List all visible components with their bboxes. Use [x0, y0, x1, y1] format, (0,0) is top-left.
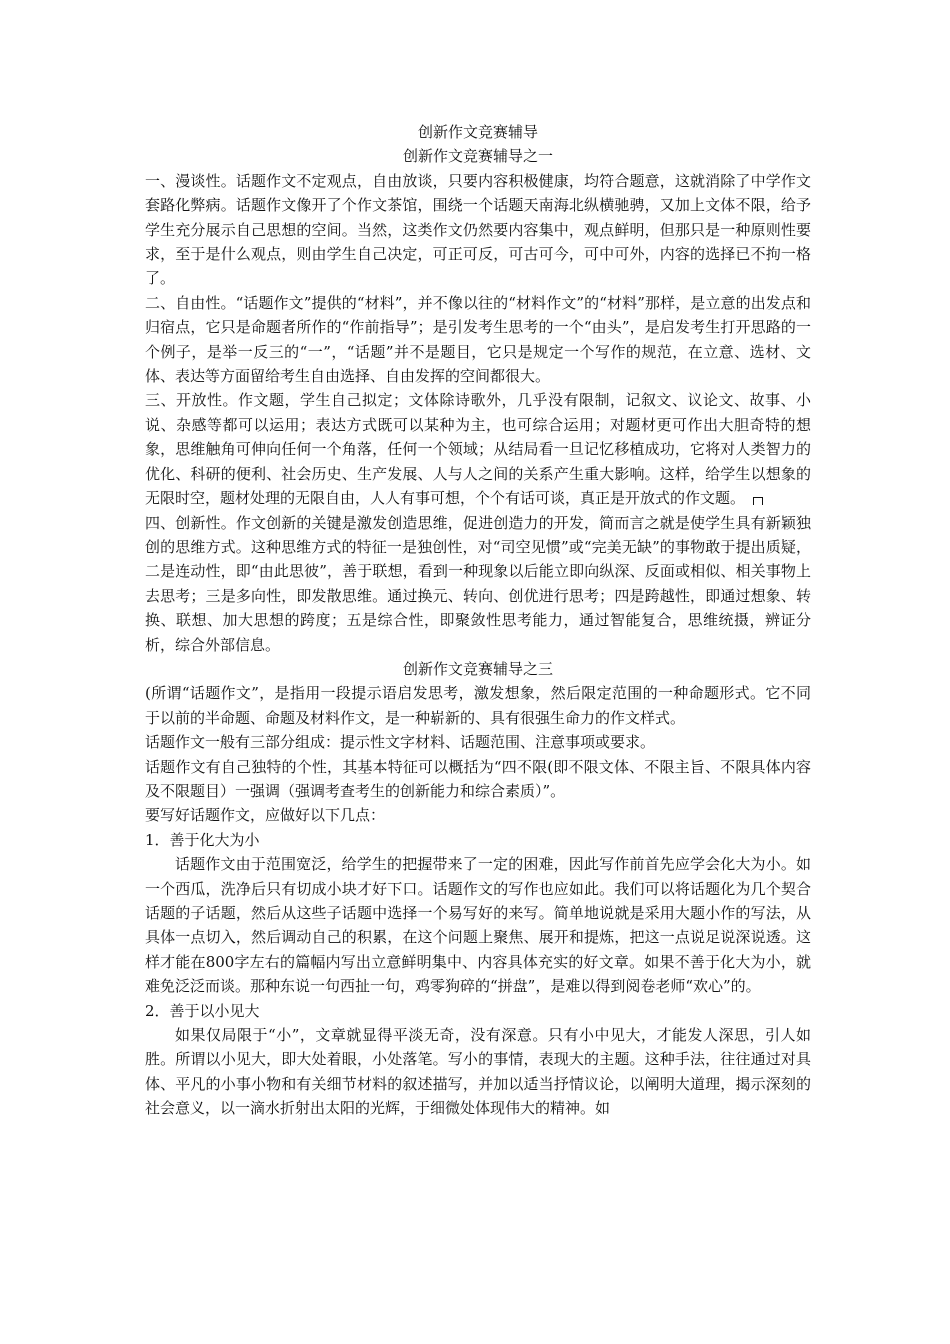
section-three-title: 创新作文竞赛辅导之三 [402, 659, 553, 678]
section-one-title: 创新作文竞赛辅导之一 [402, 147, 553, 166]
section-one-paragraph-3 [145, 388, 811, 510]
section-three-paragraph-3: 话题作文有自己独特的个性，其基本特征可以概括为“四不限(即不限文体、不限主旨、不限具体内容及不限题目）一强调（强调考查考生的创新能力和综合素质）”。 [145, 757, 811, 800]
bracket-mark-icon [753, 497, 763, 505]
section-one-paragraph-4: 四、创新性。作文创新的关键是激发创造思维，促进创造力的开发，简而言之就是使学生具有新颖独创的思维方式。这种思维方式的特征一是独创性，对“司空见惯”或“完美无缺”的事物敢于提出质疑，二是连动性，即“由此思彼”，善于联想，看到一种现象以后能立即向纵深、反面或相似、相关事物上去思考；三是多向性，即发散思维。通过换元、转向、创优进行思考；四是跨越性，即通过想象、转换、联想、加大思想的跨度；五是综合性，即聚敛性思考能力，通过智能复合，思维统摄，辨证分析，综合外部信息。 [145, 513, 811, 654]
document-page [145, 120, 811, 1121]
section-three-paragraph-5: 话题作文由于范围宽泛，给学生的把握带来了一定的困难，因此写作前首先应学会化大为小。如一个西瓜，洗净后只有切成小块才好下口。话题作文的写作也应如此。我们可以将话题化为几个契合话题的子话题，然后从这些子话题中选择一个易写好的来写。简单地说就是采用大题小作的写法，从具体一点切入，然后调动自己的积累，在这个问题上聚焦、展开和提炼，把这一点说足说深说透。这样才能在800字左右的篇幅内写出立意鲜明集中、内容具体充实的好文章。如果不善于化大为小，就难免泛泛而谈。那种东说一句西扯一句，鸡零狗碎的“拼盘”，是难以得到阅卷老师“欢心”的。 [145, 855, 811, 996]
section-three-paragraph-6: 如果仅局限于“小”，文章就显得平淡无奇，没有深意。只有小中见大，才能发人深思，引人如胜。所谓以小见大，即大处着眼，小处落笔。写小的事情，表现大的主题。这种手法，往往通过对具体、平凡的小事小物和有关细节材料的叙述描写，并加以适当抒情议论，以阐明大道理，揭示深刻的社会意义，以一滴水折射出太阳的光辉，于细微处体现伟大的精神。如 [145, 1026, 811, 1118]
section-three-paragraph-1: (所谓“话题作文”，是指用一段提示语启发思考，激发想象，然后限定范围的一种命题形式。它不同于以前的半命题、命题及材料作文，是一种崭新的、具有很强生命力的作文样式。 [145, 684, 811, 727]
section-one-paragraph-2: 二、自由性。“话题作文”提供的“材料”，并不像以往的“材料作文”的“材料”那样，是立意的出发点和归宿点，它只是命题者所作的“作前指导”；是引发考生思考的一个“由头”，是启发考生打开思路的一个例子，是举一反三的“一”，“话题”并不是题目，它只是规定一个写作的规范，在立意、选材、文体、表达等方面留给考生自由选择、自由发挥的空间都很大。 [145, 293, 811, 386]
document-title: 创新作文竞赛辅导 [417, 123, 538, 141]
section-one-paragraph-1: 一、漫谈性。话题作文不定观点，自由放谈，只要内容积极健康，均符合题意，这就消除了中学作文套路化弊病。话题作文像开了个作文茶馆，围绕一个话题天南海北纵横驰骋，又加上文体不限，给予学生充分展示自己思想的空间。当然，这类作文仍然要内容集中，观点鲜明，但那只是一种原则性要求，至于是什么观点，则由学生自己决定，可正可反，可古可今，可中可外，内容的选择已不拘一格了。 [145, 171, 811, 288]
subheading-2: 2．善于以小见大 [145, 1001, 260, 1020]
section-three-paragraph-2: 话题作文一般有三部分组成：提示性文字材料、话题范围、注意事项或要求。 [145, 733, 656, 752]
section-three-paragraph-4: 要写好话题作文，应做好以下几点： [145, 806, 386, 825]
subheading-1: 1．善于化大为小 [145, 830, 260, 849]
section-one-paragraph-3-text: 三、开放性。作文题，学生自己拟定；文体除诗歌外，几乎没有限制，记叙文、议论文、故事、小说、杂感等都可以运用；表达方式既可以某种为主，也可综合运用；对题材更可作出大胆奇特的想象，思维触角可伸向任何一个角落，任何一个领域；从结局看一旦记忆移植成功，它将对人类智力的优化、科研的便利、社会历史、生产发展、人与人之间的关系产生重大影响。这样，给学生以想象的无限时空，题材处理的无限自由，人人有事可想，个个有话可谈，真正是开放式的作文题。 [145, 391, 811, 508]
